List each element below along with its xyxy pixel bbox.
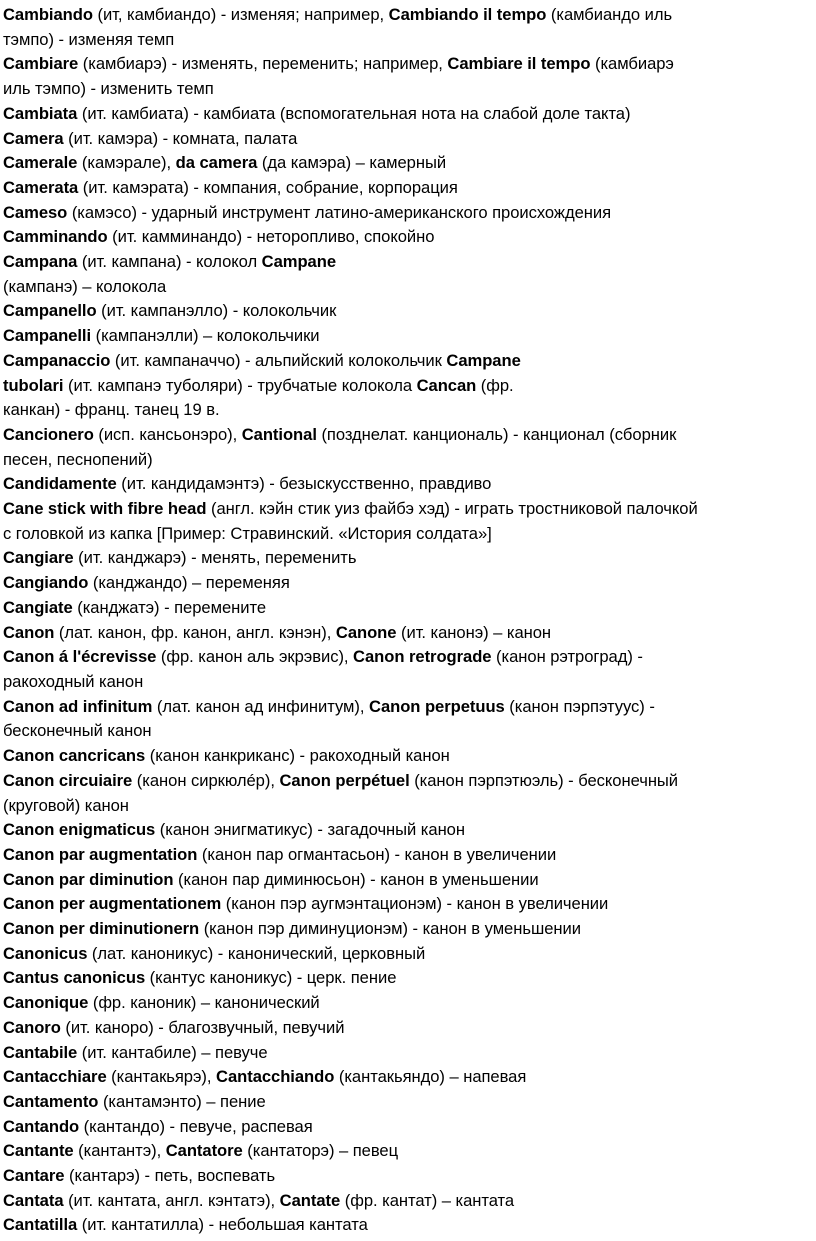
definition-text: (да камэра) – камерный [257, 153, 447, 173]
term-bold: Canon par diminution [3, 869, 174, 889]
text-line [3, 843, 816, 868]
text-line [3, 1189, 816, 1214]
definition-text: (камбиандо иль [546, 5, 673, 24]
text-line [3, 497, 816, 522]
definition-text: (ит. кантата, англ. кэнтатэ), [63, 1190, 280, 1210]
term-bold: Cancan [416, 375, 477, 395]
term-bold: Cambiare [3, 54, 79, 74]
text-line [3, 794, 816, 819]
term-bold: Cancionero [3, 424, 94, 444]
term-bold: Cantatilla [3, 1215, 78, 1235]
text-line [3, 374, 816, 399]
term-bold: Canone [335, 622, 397, 642]
term-bold: Cameso [3, 202, 68, 222]
term-bold: Cantare [3, 1166, 65, 1186]
term-bold: Cambiata [3, 103, 78, 123]
term-bold: Canon ad infinitum [3, 696, 153, 716]
text-line [3, 695, 816, 720]
definition-text: (ит. кампаначчо) - альпийский колокольчик [110, 350, 447, 370]
term-bold: Campane [261, 252, 337, 272]
definition-text: (камбиарэ [590, 54, 674, 74]
term-bold: Campane [446, 350, 521, 370]
definition-text: (камбиарэ) - изменять, переменить; например, [78, 54, 448, 74]
definition-text: (канон пэрпэтюэль) - бесконечный [409, 770, 679, 790]
term-bold: Canon cancricans [3, 746, 146, 766]
definition-text: с головкой из капка [Пример: Стравинский. «История солдата»] [3, 523, 492, 543]
definition-text: (канон сиркюлéр), [132, 770, 280, 790]
term-bold: Cambiando il tempo [388, 5, 547, 24]
text-line [3, 250, 816, 275]
term-bold: Canoro [3, 1017, 61, 1037]
definition-text: канкан) - франц. танец 19 в. [3, 400, 220, 420]
text-line [3, 398, 816, 423]
definition-text: (ит. кампана) - колокол [77, 252, 262, 272]
text-line [3, 991, 816, 1016]
definition-text: (ит. кампанэлло) - колокольчик [96, 301, 337, 321]
definition-text: (англ. кэйн стик уиз файбэ хэд) - играть тростниковой палочкой [206, 499, 698, 519]
definition-text: (канон пэр аугмэнтационэм) - канон в увеличении [221, 894, 609, 914]
definition-text: (канон пэрпэтуус) - [504, 696, 655, 716]
definition-text: иль тэмпо) - изменить темп [3, 79, 214, 99]
definition-text: (кантакьярэ), [106, 1067, 217, 1087]
definition-text: (фр. кантат) – кантата [340, 1190, 515, 1210]
term-bold: Cangiare [3, 548, 74, 568]
term-bold: Camerata [3, 177, 79, 197]
term-bold: Campanelli [3, 326, 92, 346]
text-line [3, 1115, 816, 1140]
definition-text: (канон пэр диминуционэм) - канон в уменьшении [199, 919, 581, 939]
text-line [3, 299, 816, 324]
definition-text: (исп. кансьонэро), [93, 424, 242, 444]
text-line [3, 522, 816, 547]
text-line [3, 1090, 816, 1115]
definition-text: (канджандо) – переменяя [88, 573, 290, 593]
text-line [3, 102, 816, 127]
text-line [3, 201, 816, 226]
term-bold: Cantante [3, 1141, 74, 1161]
text-line [3, 3, 816, 28]
definition-text: (лат. каноникус) - канонический, церковный [87, 943, 426, 963]
text-line [3, 645, 816, 670]
term-bold: Campana [3, 252, 78, 272]
definition-text: (ит. канджарэ) - менять, переменить [73, 548, 357, 568]
term-bold: Camminando [3, 227, 108, 247]
term-bold: Camerale [3, 153, 78, 173]
term-bold: Canon par augmentation [3, 844, 198, 864]
text-line [3, 917, 816, 942]
term-bold: Cantata [3, 1190, 64, 1210]
term-bold: da camera [175, 153, 258, 173]
definition-text: (фр. каноник) – канонический [88, 993, 320, 1013]
definition-text: (ит. камминандо) - неторопливо, спокойно [107, 227, 435, 247]
definition-text: (ит. кандидамэнтэ) - безыскусственно, правдиво [116, 474, 492, 494]
term-bold: Cantabile [3, 1042, 78, 1062]
text-line [3, 818, 816, 843]
text-line [3, 1139, 816, 1164]
text-line [3, 942, 816, 967]
text-line [3, 719, 816, 744]
definition-text: (лат. канон, фр. канон, англ. кэнэн), [54, 622, 336, 642]
term-bold: Cantamento [3, 1091, 99, 1111]
text-line [3, 1041, 816, 1066]
definition-text: (ит. камбиата) - камбиата (вспомогательная нота на слабой доле такта) [77, 103, 631, 123]
text-line [3, 892, 816, 917]
definition-text: (кантус каноникус) - церк. пение [145, 968, 397, 988]
text-line [3, 28, 816, 53]
text-line [3, 596, 816, 621]
text-line [3, 769, 816, 794]
definition-text: (камэсо) - ударный инструмент латино-американского происхождения [67, 202, 612, 222]
definition-text: (кантарэ) - петь, воспевать [64, 1166, 276, 1186]
definition-text: (круговой) канон [3, 795, 129, 815]
term-bold: Canon perpetuus [369, 696, 505, 716]
term-bold: Canon circuiaire [3, 770, 133, 790]
text-line [3, 151, 816, 176]
term-bold: Canonicus [3, 943, 88, 963]
text-line [3, 77, 816, 102]
text-line [3, 448, 816, 473]
definition-text: ракоходный канон [3, 671, 144, 691]
text-line [3, 1213, 816, 1238]
text-line [3, 868, 816, 893]
text-line [3, 571, 816, 596]
definition-text: (канон пар огмантасьон) - канон в увеличении [197, 844, 557, 864]
term-bold: Canon per augmentationem [3, 894, 222, 914]
term-bold: Canon per diminutionern [3, 919, 200, 939]
definition-text: (камэрале), [77, 153, 176, 173]
text-line [3, 324, 816, 349]
term-bold: Cane stick with fibre head [3, 499, 207, 519]
term-bold: Cambiare il tempo [447, 54, 591, 74]
text-line [3, 423, 816, 448]
definition-text: (кантаторэ) – певец [242, 1141, 399, 1161]
text-line [3, 546, 816, 571]
text-line [3, 1016, 816, 1041]
text-line [3, 225, 816, 250]
text-line [3, 621, 816, 646]
text-line [3, 349, 816, 374]
term-bold: Camera [3, 128, 64, 148]
definition-text: бесконечный канон [3, 721, 152, 741]
definition-text: (канон рэтроград) - [491, 647, 643, 667]
definition-text: (канон канкриканс) - ракоходный канон [145, 746, 450, 766]
term-bold: Canon enigmaticus [3, 820, 156, 840]
definition-text: (кантандо) - певуче, распевая [79, 1116, 313, 1136]
term-bold: Cantional [241, 424, 317, 444]
text-line [3, 52, 816, 77]
definition-text: (ит, камбиандо) - изменяя; например, [92, 5, 389, 24]
definition-text: (лат. канон ад инфинитум), [152, 696, 370, 716]
text-line [3, 670, 816, 695]
definition-text: (канджатэ) - перемените [72, 597, 267, 617]
term-bold: Cantatore [165, 1141, 243, 1161]
term-bold: Cantus canonicus [3, 968, 146, 988]
definition-text: (фр. [476, 375, 514, 395]
term-bold: Canonique [3, 993, 89, 1013]
definition-text: (ит. камэра) - комната, палата [63, 128, 298, 148]
definition-text: (кантамэнто) – пение [98, 1091, 266, 1111]
definition-text: тэмпо) - изменяя темп [3, 29, 175, 49]
definition-text: песен, песнопений) [3, 449, 153, 469]
text-line [3, 472, 816, 497]
definition-text: (канон пар диминюсьон) - канон в уменьшении [173, 869, 539, 889]
term-bold: Campanello [3, 301, 97, 321]
definition-text: (ит. камэрата) - компания, собрание, корпорация [78, 177, 458, 197]
definition-text: (кампанэлли) – колокольчики [91, 326, 320, 346]
term-bold: Canon perpétuel [279, 770, 410, 790]
term-bold: Cantando [3, 1116, 80, 1136]
text-line [3, 176, 816, 201]
term-bold: Campanaccio [3, 350, 111, 370]
definition-text: (кантантэ), [73, 1141, 166, 1161]
term-bold: Candidamente [3, 474, 117, 494]
definition-text: (позднелат. канциональ) - канционал (сборник [316, 424, 677, 444]
term-bold: Cantate [279, 1190, 341, 1210]
term-bold: Cambiando [3, 5, 93, 24]
text-line [3, 1164, 816, 1189]
definition-text: (фр. канон аль экрэвис), [156, 647, 354, 667]
term-bold: Cantacchiare [3, 1067, 107, 1087]
definition-text: (ит. кампанэ туболяри) - трубчатые колокола [63, 375, 417, 395]
term-bold: Canon á l'écrevisse [3, 647, 157, 667]
term-bold: Cangiando [3, 573, 89, 593]
term-bold: Cantacchiando [216, 1067, 335, 1087]
term-bold: Canon retrograde [353, 647, 492, 667]
definition-text: (кампанэ) – колокола [3, 276, 167, 296]
text-line [3, 127, 816, 152]
definition-text: (ит. каноро) - благозвучный, певучий [60, 1017, 345, 1037]
definition-text: (ит. канонэ) – канон [396, 622, 552, 642]
definition-text: (ит. кантабиле) – певуче [77, 1042, 268, 1062]
text-line [3, 966, 816, 991]
text-line [3, 1065, 816, 1090]
term-bold: Cangiate [3, 597, 73, 617]
definition-text: (ит. кантатилла) - небольшая кантата [77, 1215, 368, 1235]
term-bold: Canon [3, 622, 55, 642]
term-bold: tubolari [3, 375, 64, 395]
text-line [3, 275, 816, 300]
definition-text: (кантакьяндо) – напевая [334, 1067, 527, 1087]
text-line [3, 744, 816, 769]
definition-text: (канон энигматикус) - загадочный канон [155, 820, 465, 840]
